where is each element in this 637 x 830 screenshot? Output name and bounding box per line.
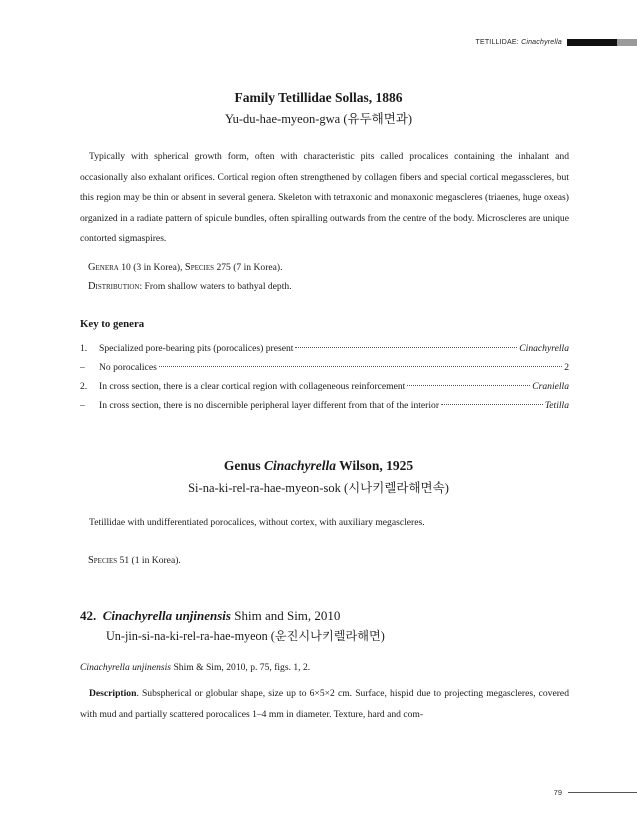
species-label: Species (184, 262, 215, 273)
species-name: Cinachyrella unjinensis (102, 608, 231, 623)
key-row-leader (441, 404, 543, 405)
genus-korean-name: Si-na-ki-rel-ra-hae-myeon-sok (시나키렐라해면속) (188, 481, 449, 495)
genera-label: Genera (88, 262, 119, 273)
running-head (475, 37, 637, 47)
genus-description: Tetillidae with undifferentiated porocalices, without cortex, with auxiliary megascleres. (89, 517, 425, 528)
key-row (80, 343, 569, 357)
species-authority: Shim and Sim, 2010 (230, 608, 341, 623)
species-title (80, 608, 340, 624)
key-row-text: In cross section, there is no discernible peripheral layer different from that of the interior (99, 400, 440, 411)
family-distribution-line (88, 281, 292, 292)
species-number: 42. (80, 608, 97, 623)
page-footer (554, 788, 637, 797)
description-label: Description (89, 688, 137, 699)
family-korean-name: Yu-du-hae-myeon-gwa (유두해면과) (224, 112, 413, 126)
family-title: Family Tetillidae Sollas, 1886 (234, 90, 403, 105)
species-citation: Cinachyrella unjinensis Shim & Sim, 2010, p. 75, figs. 1, 2. (80, 662, 311, 673)
running-head-text: TETILLIDAE: Cinachyrella (475, 38, 562, 46)
genus-species-value: 51 (1 in Korea). (117, 555, 181, 566)
key-row (80, 362, 569, 376)
key-row-result: 2 (564, 362, 569, 373)
key-title: Key to genera (80, 318, 145, 330)
key-row-text: Specialized pore-bearing pits (porocalices) present (99, 343, 294, 354)
genus-title: Genus Cinachyrella Wilson, 1925 (223, 458, 414, 473)
key-row-mark: 1. (80, 343, 88, 354)
key-row-text: In cross section, there is a clear cortical region with collageneous reinforcement (99, 381, 406, 392)
key-row-result: Craniella (532, 381, 569, 392)
species-korean-name: Un-jin-si-na-ki-rel-ra-hae-myeon (운진시나키렐라해면) (106, 629, 385, 643)
key-row-leader (159, 366, 562, 367)
description-text: . Subspherical or globular shape, size up to 6×5×2 cm. Surface, hispid due to projecting megascleres, covered with mud and partially scattered porocalices 1–4 mm in diameter. Texture, hard and com- (80, 688, 569, 720)
key-row-text: No porocalices (99, 362, 157, 373)
key-row-leader (295, 347, 517, 348)
key-row-mark: – (80, 400, 85, 411)
genus-species-line (88, 555, 181, 566)
distribution-value: : From shallow waters to bathyal depth. (139, 281, 292, 292)
footer-rule (568, 792, 637, 793)
key-row-result: Tetilla (544, 400, 569, 411)
page-number: 79 (553, 788, 562, 797)
species-value: 275 (7 in Korea). (214, 262, 283, 273)
species-description (80, 684, 569, 725)
running-head-bar-gray (617, 39, 637, 46)
key-row-result: Cinachyrella (519, 343, 569, 354)
genus-species-label: Species (88, 555, 118, 566)
family-description: Typically with spherical growth form, often with characteristic pits called procalices containing the inhalant and occasionally also exhalant orifices. Cortical region often strengthened by collagen fibers and special cortical megasscleres, but this region may be thin or absent in several genera. Skeleton with tetraxonic and monaxonic megascleres (triaenes, huge oxeas) organized in a radiate pattern of spicule bundles, often spiralling outwards from the centre of the body. Microscleres are unique contorted sigmaspires. (80, 151, 569, 244)
key-row (80, 400, 569, 414)
key-row-leader (407, 385, 530, 386)
genera-value: 10 (3 in Korea), (118, 262, 185, 273)
key-row-mark: 2. (80, 381, 88, 392)
family-genera-species-line (88, 262, 283, 273)
distribution-label: Distribution (88, 281, 140, 292)
key-row (80, 381, 569, 395)
key-row-mark: – (80, 362, 85, 373)
running-head-bar-black (567, 39, 617, 46)
